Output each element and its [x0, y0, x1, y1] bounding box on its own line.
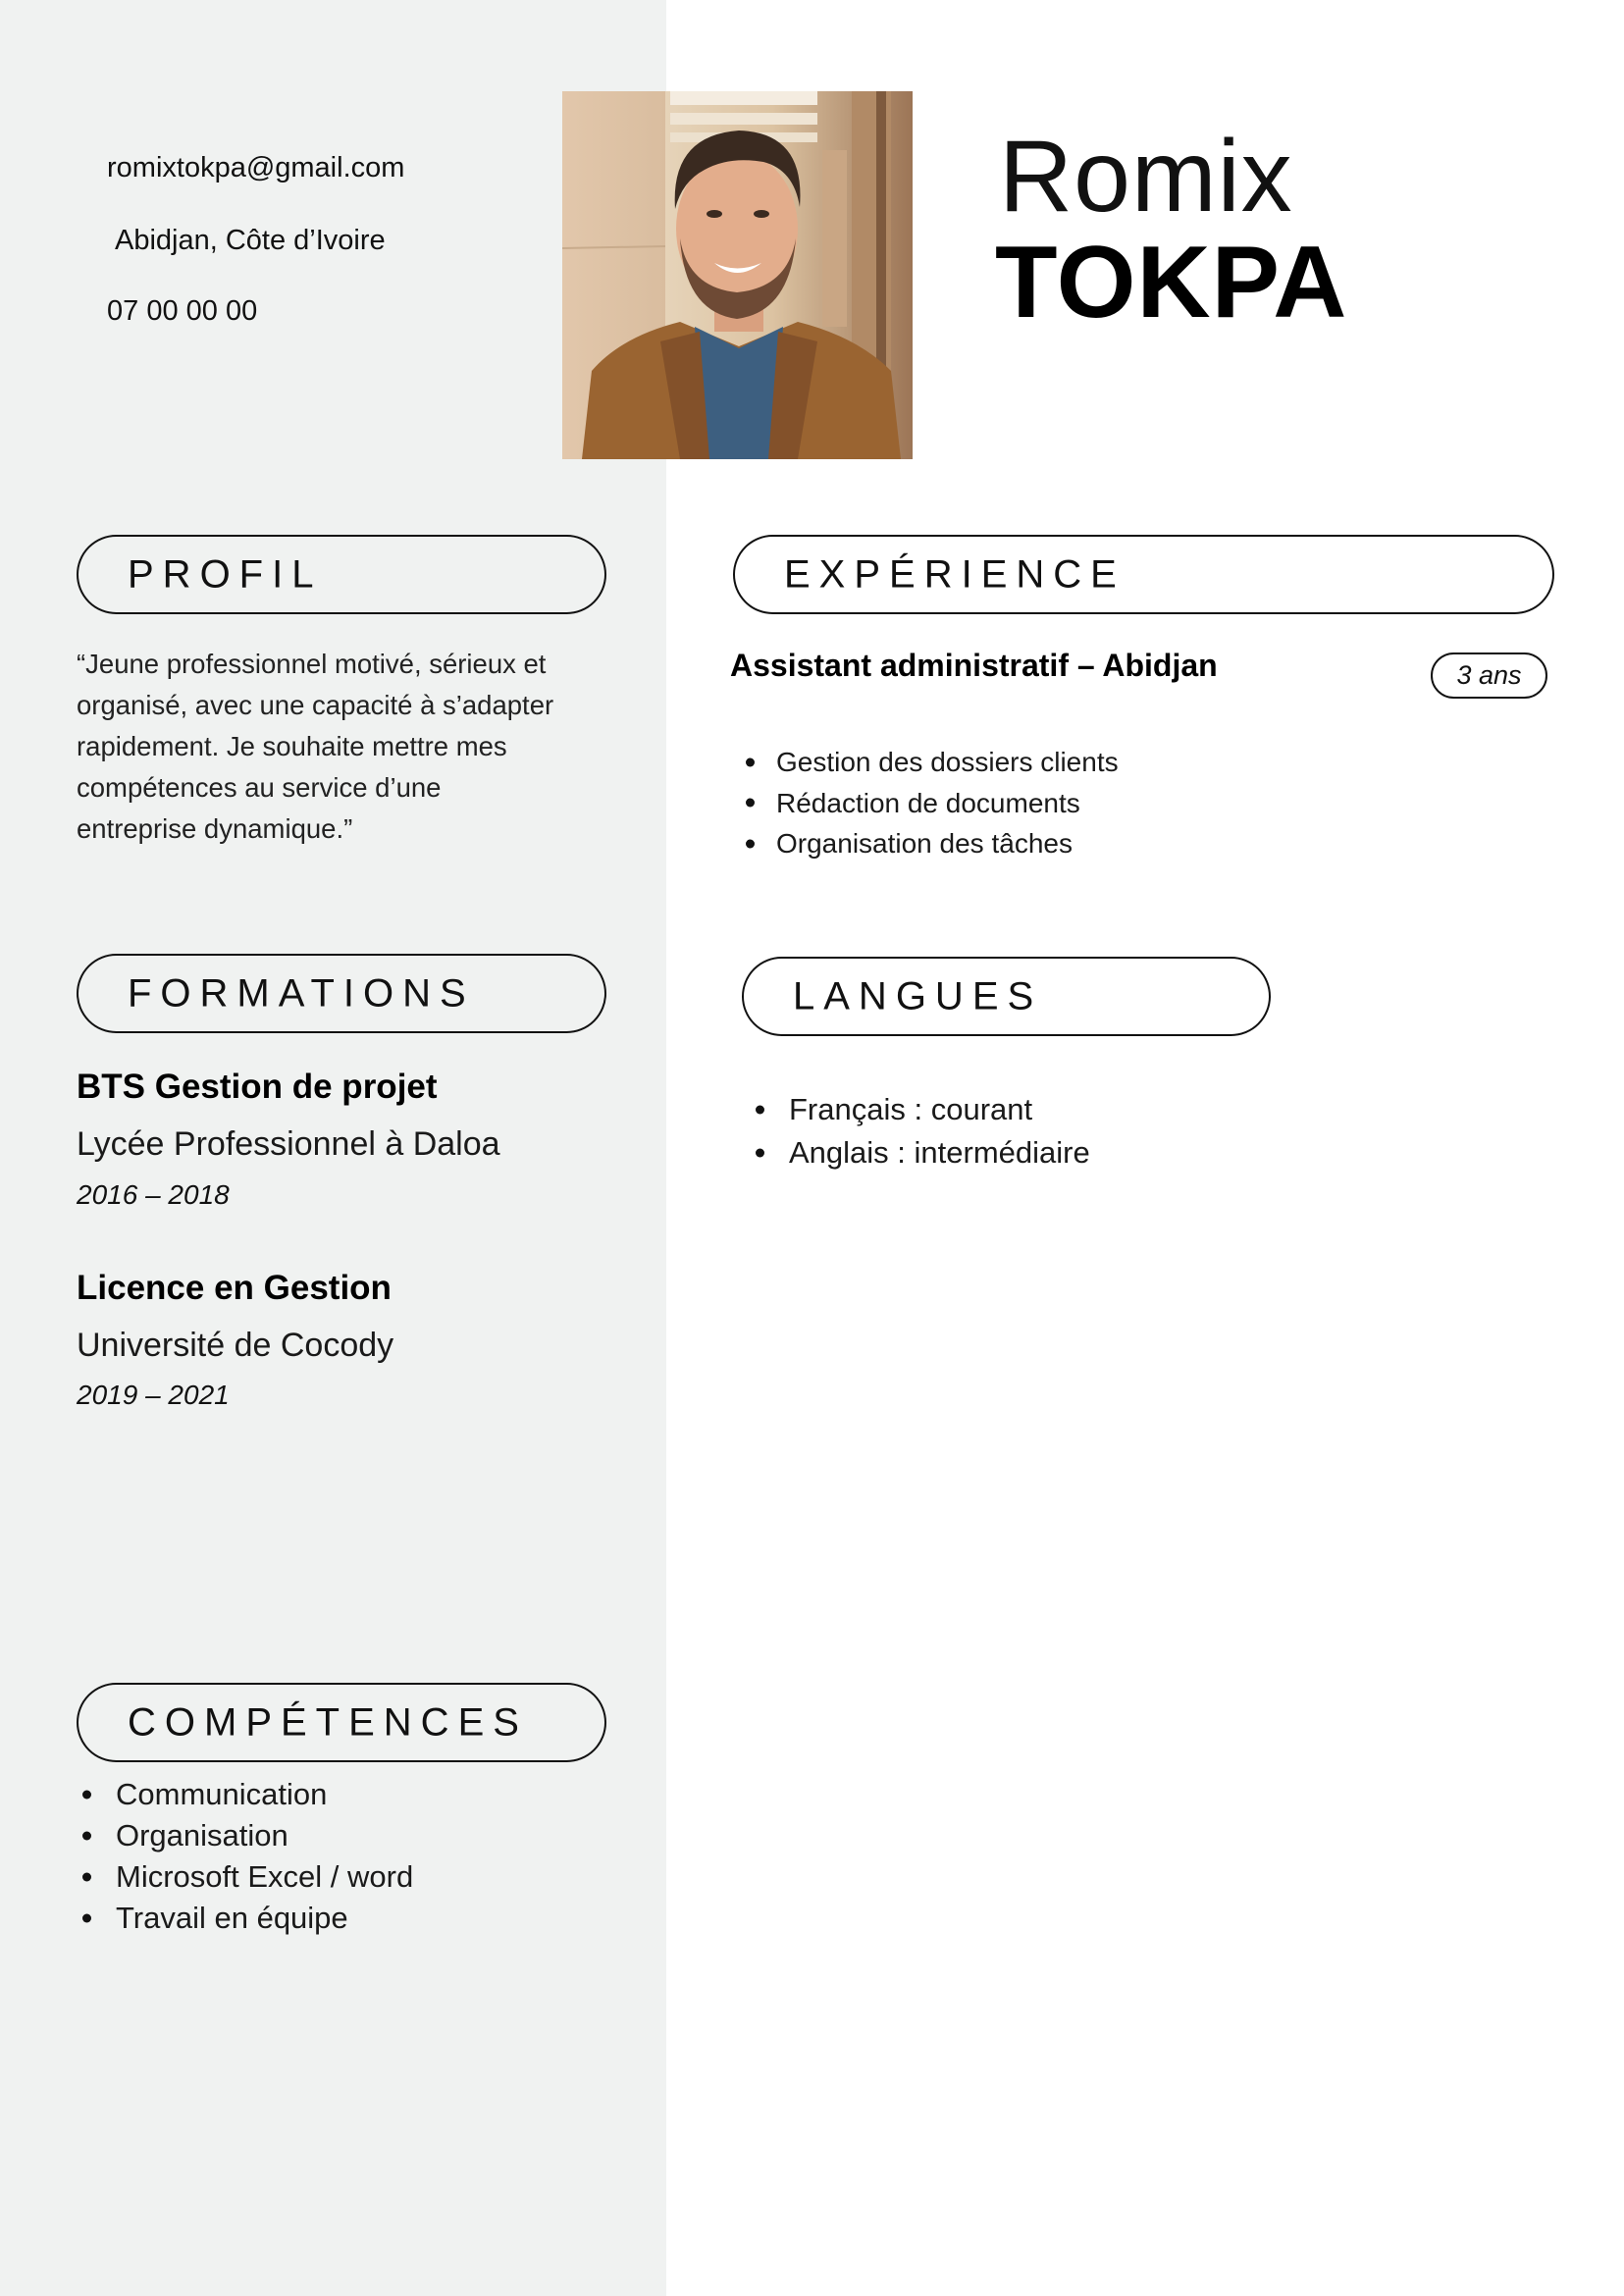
list-item: Organisation des tâches	[746, 823, 1119, 864]
job-task-list	[746, 742, 1119, 864]
profile-section-header	[77, 535, 606, 614]
experience-section-header	[733, 535, 1554, 614]
formations-section-header	[77, 954, 606, 1033]
first-name: Romix	[999, 120, 1293, 234]
profile-line: entreprise dynamique.”	[77, 813, 353, 844]
profile-heading: PROFIL	[128, 552, 323, 596]
languages-section-header	[742, 957, 1271, 1036]
list-item: Travail en équipe	[82, 1898, 413, 1939]
list-item: Français : courant	[756, 1088, 1090, 1131]
skills-list	[82, 1774, 413, 1939]
skills-heading: COMPÉTENCES	[128, 1700, 528, 1744]
last-name: TOKPA	[995, 226, 1348, 339]
job-title: Assistant administratif – Abidjan	[730, 648, 1218, 683]
education-years: 2019 – 2021	[77, 1380, 230, 1410]
profile-photo	[562, 91, 913, 459]
profile-line: rapidement. Je souhaite mettre mes	[77, 731, 507, 761]
education-degree: BTS Gestion de projet	[77, 1068, 438, 1106]
list-item: Microsoft Excel / word	[82, 1856, 413, 1898]
profile-line: compétences au service d’une	[77, 772, 442, 803]
contact-phone: 07 00 00 00	[107, 295, 258, 327]
list-item: Anglais : intermédiaire	[756, 1131, 1090, 1174]
list-item: Rédaction de documents	[746, 783, 1119, 824]
profile-line: “Jeune professionnel motivé, sérieux et	[77, 649, 547, 679]
list-item: Organisation	[82, 1815, 413, 1856]
list-item: Gestion des dossiers clients	[746, 742, 1119, 783]
contact-email: romixtokpa@gmail.com	[107, 152, 405, 183]
education-degree: Licence en Gestion	[77, 1269, 392, 1307]
profile-summary	[77, 644, 626, 850]
job-duration-badge: 3 ans	[1431, 652, 1547, 699]
skills-section-header	[77, 1683, 606, 1762]
education-years: 2016 – 2018	[77, 1179, 230, 1210]
languages-heading: LANGUES	[793, 974, 1043, 1018]
profile-line: organisé, avec une capacité à s’adapter	[77, 690, 554, 720]
formations-heading: FORMATIONS	[128, 971, 475, 1015]
education-school: Lycée Professionnel à Daloa	[77, 1125, 500, 1163]
languages-list	[756, 1088, 1090, 1174]
contact-location: Abidjan, Côte d’Ivoire	[115, 225, 386, 256]
list-item: Communication	[82, 1774, 413, 1815]
experience-heading: EXPÉRIENCE	[784, 552, 1126, 596]
education-school: Université de Cocody	[77, 1327, 394, 1364]
